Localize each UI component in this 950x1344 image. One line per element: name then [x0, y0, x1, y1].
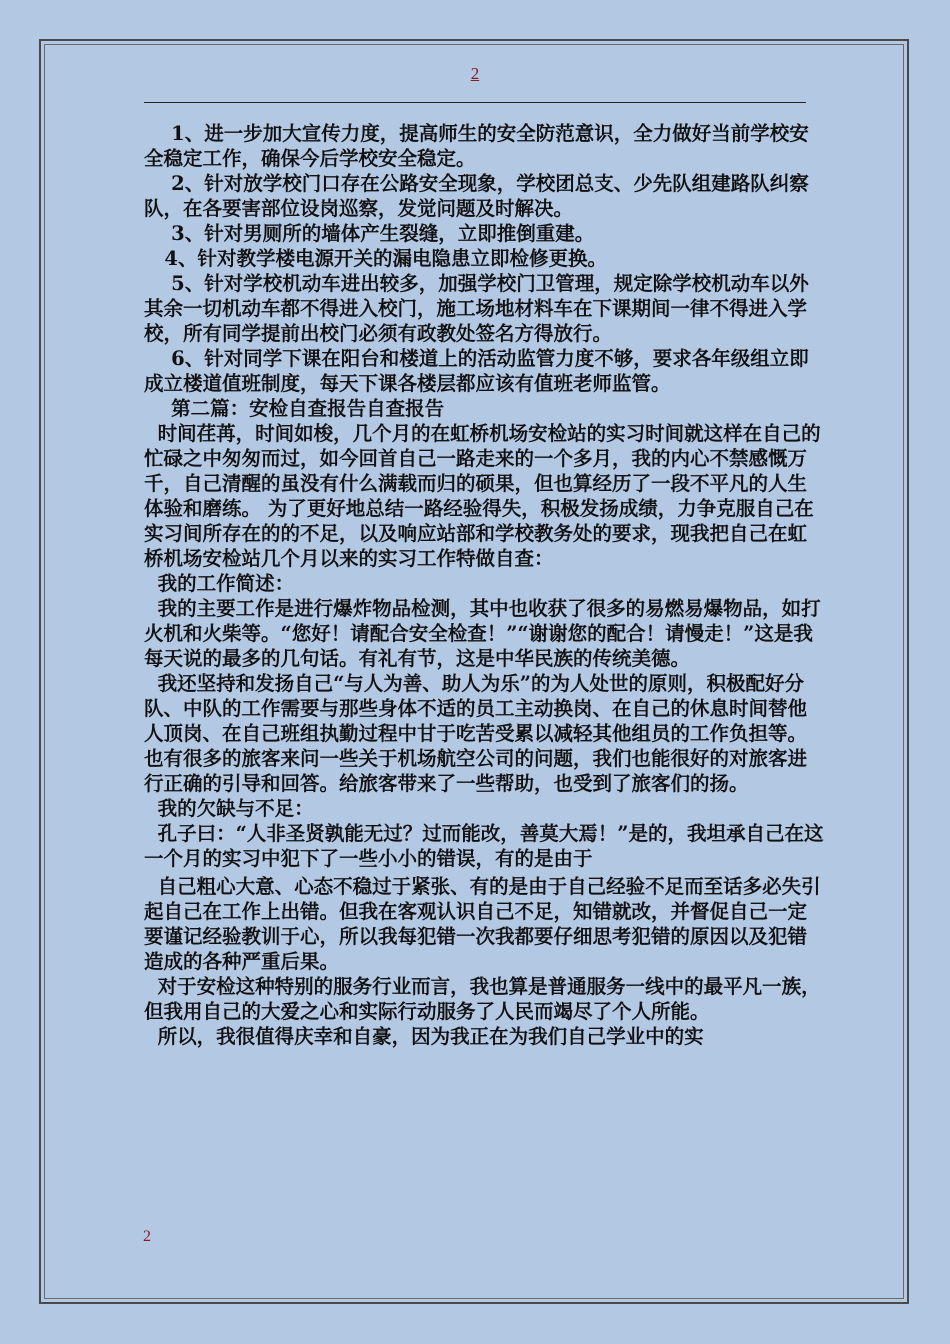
paragraph-conclusion: 所以，我很值得庆幸和自豪，因为我正在为我们自己学业中的实	[144, 1025, 704, 1048]
paragraph-measure-2: 2、针对放学校门口存在公路安全现象，学校团总支、少先队组建路队纠察队，在各要害部位设岗巡察，发觉问题及时解决。	[144, 172, 809, 220]
paragraph-principles: 我还坚持和发扬自己“与人为善、助人为乐”的为人处世的原则，积极配好分队、中队的工作需要与那些身体不适的员工主动换岗、在自己的休息时间替他人顶岗、在自己班组执勤过程中甘于吃苦受累以减轻其他组员的工作负担等。 也有很多的旅客来问一些关于机场航空公司的问题，我们也能很好的对旅客进行正确的引导和回答。给旅客带来了一些帮助，也受到了旅客们的扬。	[144, 672, 814, 795]
document-body	[144, 121, 824, 1049]
paragraph-intro: 时间荏苒，时间如梭，几个月的在虹桥机场安检站的实习时间就这样在自己的忙碌之中匆匆而过，如今回首自己一路走来的一个多月，我的内心不禁感慨万千，自己清醒的虽没有什么满载而归的硕果，但也算经历了一段不平凡的人生体验和磨练。 为了更好地总结一路经验得失，积极发扬成绩，力争克服自己在实习间所存在的的不足，以及响应站部和学校教务处的要求，现我把自己在虹桥机场安检站几个月以来的实习工作特做自查：	[144, 422, 821, 570]
section-heading: 第二篇：安检自查报告自查报告	[144, 397, 445, 420]
header-page-number: 2	[470, 64, 480, 83]
paragraph-measure-5: 5、针对学校机动车进出较多，加强学校门卫管理，规定除学校机动车以外其余一切机动车都不得进入校门，施工场地材料车在下课期间一律不得进入学校，所有同学提前出校门必须有政教处签名方得放行。	[144, 272, 809, 345]
paragraph-measure-6: 6、针对同学下课在阳台和楼道上的活动监管力度不够，要求各年级组立即成立楼道值班制度，每天下课各楼层都应该有值班老师监管。	[144, 347, 809, 395]
paragraph-confucius: 孔子曰：“人非圣贤孰能无过？过而能改，善莫大焉！”是的，我坦承自己在这一个月的实习中犯下了一些小小的错误，有的是由于	[144, 822, 824, 870]
paragraph-main-work: 我的主要工作是进行爆炸物品检测，其中也收获了很多的易燃易爆物品，如打火机和火柴等。“您好！请配合安全检查！”“谢谢您的配合！请慢走！”这是我每天说的最多的几句话。有礼有节，这是中华民族的传统美德。	[144, 597, 821, 670]
header-divider	[144, 102, 806, 103]
footer-page-number: 2	[143, 1228, 151, 1245]
paragraph-measure-4: 4、针对教学楼电源开关的漏电隐患立即检修更换。	[144, 247, 607, 270]
paragraph-measure-1: 1、进一步加大宣传力度，提高师生的安全防范意识，全力做好当前学校安全稳定工作，确保今后学校安全稳定。	[144, 122, 809, 170]
paragraph-service: 对于安检这种特别的服务行业而言，我也算是普通服务一线中的最平凡一族，但我用自己的大爱之心和实际行动服务了人民而竭尽了个人所能。	[144, 975, 821, 1023]
paragraph-mistakes: 自己粗心大意、心态不稳过于紧张、有的是由于自己经验不足而至话多必失引起自己在工作上出错。但我在客观认识自己不足，知错就改，并督促自己一定要谨记经验教训于心，所以我每犯错一次我都要仔细思考犯错的原因以及犯错造成的各种严重后果。	[144, 875, 821, 973]
subheading-shortcomings: 我的欠缺与不足：	[144, 797, 314, 820]
paragraph-measure-3: 3、针对男厕所的墙体产生裂缝，立即推倒重建。	[144, 222, 595, 245]
subheading-work-summary: 我的工作简述：	[144, 572, 295, 595]
